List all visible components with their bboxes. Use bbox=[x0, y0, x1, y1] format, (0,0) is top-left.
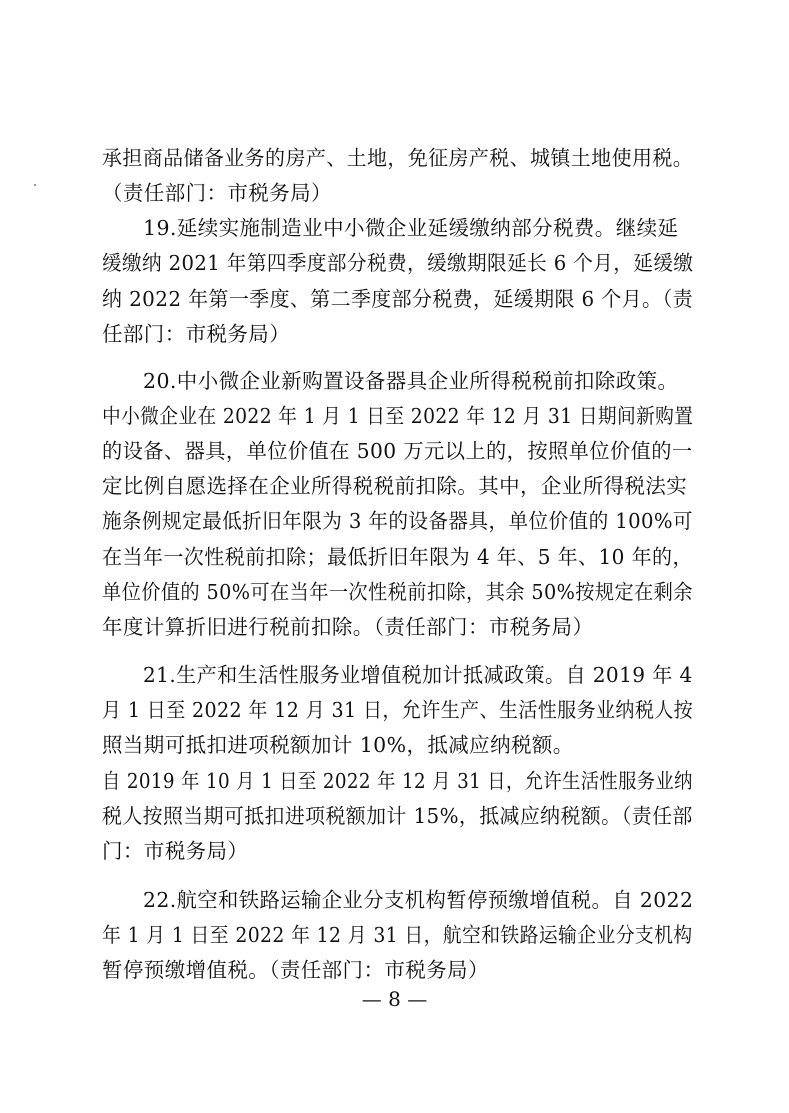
text-line-2: （责任部门：市税务局） bbox=[102, 181, 332, 205]
text-line-3-item-19-heading: 19.延续实施制造业中小微企业延缓缴纳部分税费。继续延 bbox=[143, 216, 679, 240]
text-line-19: 税人按照当期可抵扣进项税额加计 15%，抵减应纳税额。（责任部 bbox=[102, 804, 693, 828]
text-line-17: 照当期可抵扣进项税额加计 10%，抵减应纳税额。 bbox=[102, 733, 574, 757]
text-line-16: 月 1 日至 2022 年 12 月 31 日，允许生产、生活性服务业纳税人按 bbox=[102, 698, 694, 722]
text-line-1: 承担商品储备业务的房产、土地，免征房产税、城镇土地使用税。 bbox=[102, 146, 694, 170]
text-line-8: 中小微企业在 2022 年 1 月 1 日至 2022 年 12 月 31 日期间新购置 bbox=[102, 404, 694, 428]
text-line-12: 在当年一次性税前扣除；最低折旧年限为 4 年、5 年、10 年的， bbox=[102, 545, 693, 569]
text-line-11: 施条例规定最低折旧年限为 3 年的设备器具，单位价值的 100%可 bbox=[102, 509, 693, 533]
text-line-18: 自 2019 年 10 月 1 日至 2022 年 12 月 31 日，允许生活性服务业纳 bbox=[102, 769, 693, 793]
text-line-6: 任部门：市税务局） bbox=[102, 322, 291, 346]
text-line-5: 纳 2022 年第一季度、第二季度部分税费，延缓期限 6 个月。（责 bbox=[102, 287, 694, 311]
text-line-23: 暂停预缴增值税。（责任部门：市税务局） bbox=[102, 958, 489, 982]
text-line-22: 年 1 月 1 日至 2022 年 12 月 31 日，航空和铁路运输企业分支机构 bbox=[102, 923, 693, 947]
text-line-9: 的设备、器具，单位价值在 500 万元以上的，按照单位价值的一 bbox=[102, 439, 693, 463]
text-line-7-item-20-heading: 20.中小微企业新购置设备器具企业所得税税前扣除政策。 bbox=[143, 369, 679, 393]
page-number: — 8 — bbox=[361, 987, 428, 1011]
text-line-14: 年度计算折旧进行税前扣除。（责任部门：市税务局） bbox=[102, 615, 594, 639]
text-line-10: 定比例自愿选择在企业所得税税前扣除。其中，企业所得税法实 bbox=[102, 474, 688, 498]
text-line-20: 门：市税务局） bbox=[102, 839, 249, 863]
scan-speck bbox=[34, 184, 36, 186]
text-line-21-item-22-heading: 22.航空和铁路运输企业分支机构暂停预缴增值税。自 2022 bbox=[143, 888, 694, 912]
text-line-13: 单位价值的 50%可在当年一次性税前扣除，其余 50%按规定在剩余 bbox=[102, 580, 693, 604]
text-line-15-item-21-heading: 21.生产和生活性服务业增值税加计抵减政策。自 2019 年 4 bbox=[143, 663, 693, 687]
text-line-4: 缓缴纳 2021 年第四季度部分税费，缓缴期限延长 6 个月，延缓缴 bbox=[102, 251, 694, 275]
